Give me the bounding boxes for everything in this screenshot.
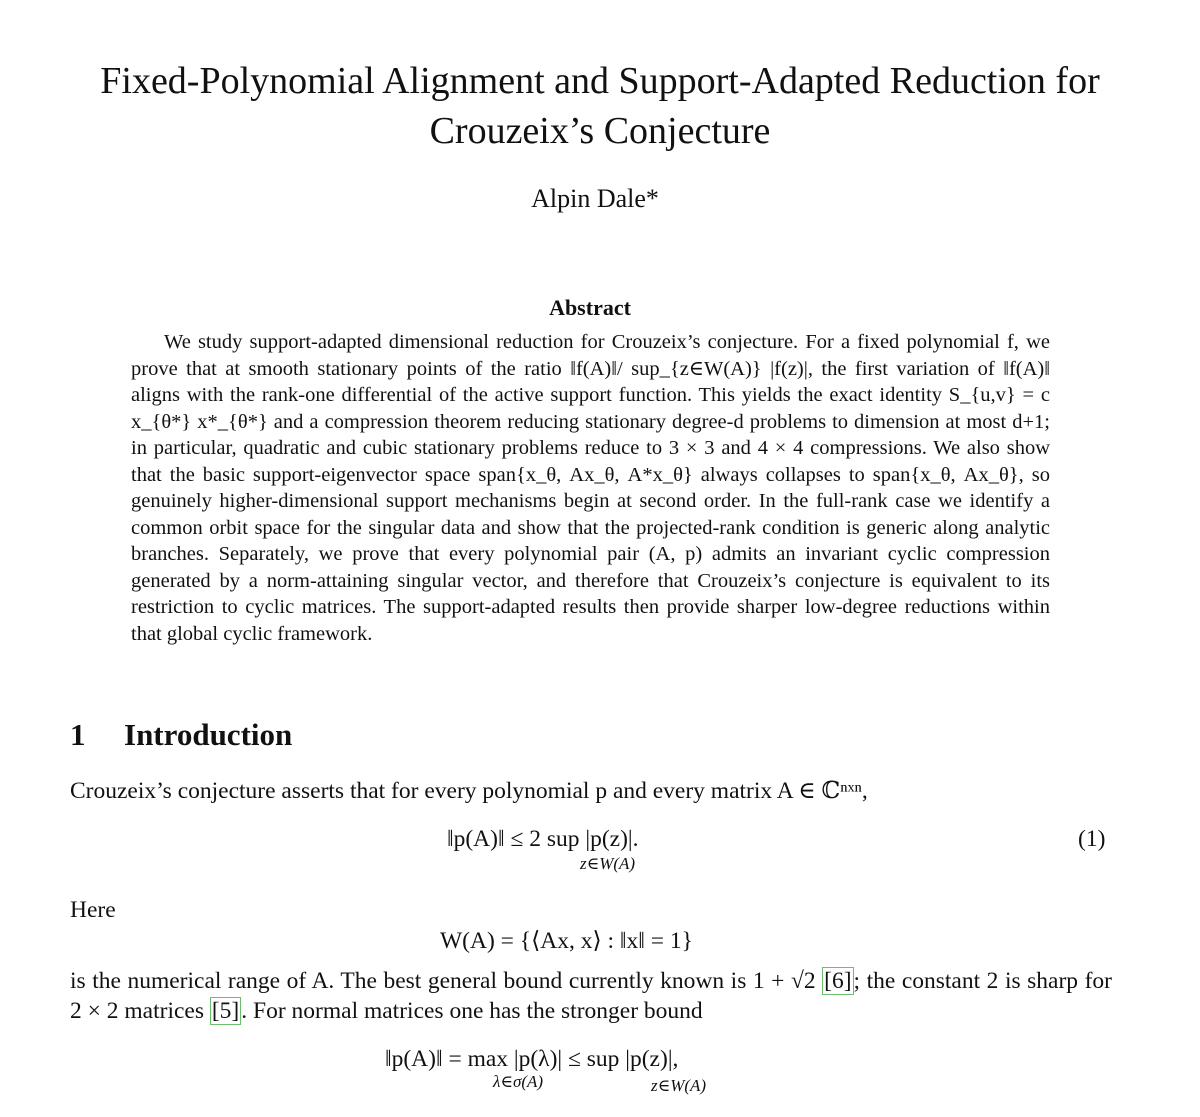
abstract-text: We study support-adapted dimensional reduction for Crouzeix’s conjecture. For a fixed polynomial f, we prove that at smooth stationary points of the ratio ‖f(A)‖/ sup_{z∈W(A)} |f(z)|, the first variation of ‖f(A)‖ aligns with the rank-one differential of the active support function. This yields the exact identity S_{u,v} = c x_{θ*} x*_{θ*} and a compression theorem reducing stationary degree-d problems to dimension at most d+1; in particular, quadratic and cubic stationary problems reduce to 3 × 3 and 4 × 4 compressions. We also show that the basic support-eigenvector space span{x_θ, Ax_θ, A*x_θ} always collapses to span{x_θ, Ax_θ}, so genuinely higher-dimensional support mechanisms begin at second order. In the full-rank case we identify a common orbit space for the singular data and show that the projected-rank condition is generic along analytic branches. Separately, we prove that every polynomial pair (A, p) admits an invariant cyclic compression generated by a norm-attaining singular vector, and therefore that Crouzeix’s conjecture is equivalent to its restriction to cyclic matrices. The support-adapted results then provide sharper low-degree reductions within that global cyclic framework.: [131, 331, 1050, 645]
paper-title: [0, 56, 1200, 156]
abstract-heading: Abstract: [549, 295, 631, 320]
equation-1-main: ‖p(A)‖ ≤ 2 sup |p(z)|.: [447, 826, 639, 852]
intro-paragraph-2-part-2: ; the constant 2 is sharp for 2 × 2 matrices: [70, 968, 1112, 1024]
intro-paragraph-1: Crouzeix’s conjecture asserts that for every polynomial p and every matrix A ∈ ℂⁿˣⁿ,: [70, 778, 868, 804]
title-line-1: Fixed-Polynomial Alignment and Support-Adapted Reduction for: [100, 60, 1100, 102]
equation-1: [447, 826, 639, 873]
citation-link-5[interactable]: [5]: [211, 998, 240, 1024]
equation-1-subscript: z∈W(A): [580, 854, 636, 873]
here-label: Here: [70, 897, 116, 923]
section-title: Introduction: [124, 717, 293, 752]
equation-3-main: ‖p(A)‖ = max |p(λ)| ≤ sup |p(z)|,: [385, 1046, 679, 1072]
intro-paragraph-2-part-1: is the numerical range of A. The best general bound currently known is 1 + √2: [70, 968, 823, 994]
intro-paragraph-2-part-3: . For normal matrices one has the stronger bound: [241, 998, 703, 1024]
intro-paragraph-2: [70, 966, 1112, 1026]
citation-link-6[interactable]: [6]: [824, 968, 852, 994]
section-number: 1: [70, 717, 86, 752]
author-name: Alpin Dale*: [531, 184, 659, 213]
title-line-2: Crouzeix’s Conjecture: [429, 110, 771, 152]
equation-2: W(A) = {⟨Ax, x⟩ : ‖x‖ = 1}: [440, 928, 693, 954]
equation-3-subscript-2: z∈W(A): [651, 1076, 707, 1095]
section-heading: [70, 716, 292, 754]
equation-3: [385, 1046, 707, 1095]
equation-number-1: (1): [1078, 826, 1106, 852]
equation-3-subscript-1: λ∈σ(A): [493, 1072, 544, 1091]
